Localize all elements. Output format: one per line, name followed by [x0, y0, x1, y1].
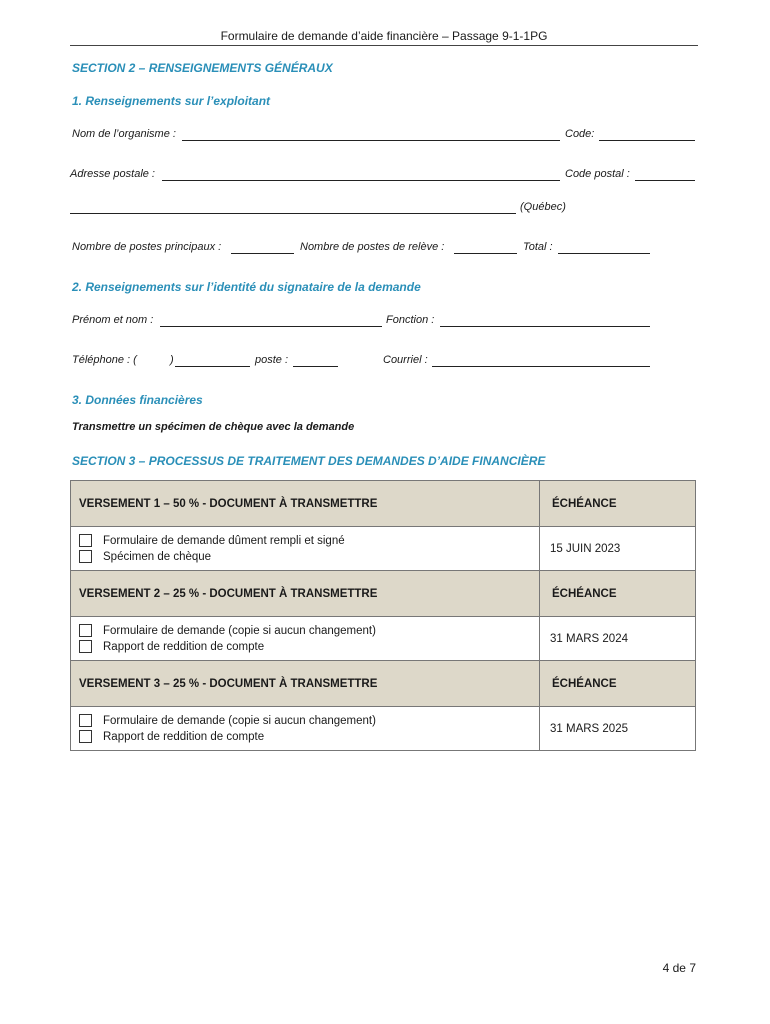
- total-label: Total :: [523, 241, 553, 253]
- code-field[interactable]: [599, 140, 695, 141]
- document-item[interactable]: [71, 623, 539, 639]
- total-field[interactable]: [558, 253, 650, 254]
- installment-header: VERSEMENT 1 – 50 % - DOCUMENT À TRANSMETTRE: [71, 481, 540, 527]
- installment-header-row: [71, 571, 696, 617]
- installment-row: [71, 617, 696, 661]
- document-label: Rapport de reddition de compte: [103, 640, 265, 653]
- cheque-note: Transmettre un spécimen de chèque avec la demande: [72, 421, 355, 433]
- relief-posts-field[interactable]: [454, 253, 517, 254]
- section-2-title: SECTION 2 – RENSEIGNEMENTS GÉNÉRAUX: [72, 61, 333, 75]
- name-field[interactable]: [160, 326, 382, 327]
- postal-code-label: Code postal :: [565, 168, 630, 180]
- due-header: ÉCHÉANCE: [540, 481, 696, 527]
- phone-label: Téléphone : (: [72, 354, 137, 366]
- checkbox[interactable]: [79, 550, 92, 563]
- city-field[interactable]: [70, 213, 516, 214]
- document-item[interactable]: [71, 533, 539, 549]
- function-field[interactable]: [440, 326, 650, 327]
- installment-header: VERSEMENT 2 – 25 % - DOCUMENT À TRANSMETTRE: [71, 571, 540, 617]
- due-header: ÉCHÉANCE: [540, 571, 696, 617]
- email-label: Courriel :: [383, 354, 428, 366]
- due-date: 15 JUIN 2023: [540, 527, 696, 571]
- document-label: Formulaire de demande (copie si aucun changement): [103, 624, 376, 637]
- subsection-1-title: 1. Renseignements sur l’exploitant: [72, 94, 271, 108]
- main-posts-label: Nombre de postes principaux :: [72, 241, 222, 253]
- checkbox[interactable]: [79, 534, 92, 547]
- due-date: 31 MARS 2025: [540, 707, 696, 751]
- document-label: Spécimen de chèque: [103, 550, 212, 563]
- org-name-field[interactable]: [182, 140, 560, 141]
- address-label: Adresse postale :: [70, 168, 155, 180]
- document-item[interactable]: [71, 639, 539, 655]
- document-label: Formulaire de demande (copie si aucun changement): [103, 714, 376, 727]
- postal-code-field[interactable]: [635, 180, 695, 181]
- phone-paren: ): [170, 354, 174, 366]
- address-field[interactable]: [162, 180, 560, 181]
- installment-row: [71, 527, 696, 571]
- document-item[interactable]: [71, 549, 539, 565]
- section-3-title: SECTION 3 – PROCESSUS DE TRAITEMENT DES DEMANDES D’AIDE FINANCIÈRE: [72, 454, 546, 468]
- extension-label: poste :: [255, 354, 289, 366]
- subsection-2-title: 2. Renseignements sur l’identité du signataire de la demande: [72, 280, 421, 294]
- relief-posts-label: Nombre de postes de relève :: [300, 241, 445, 253]
- extension-field[interactable]: [293, 366, 338, 367]
- document-item[interactable]: [71, 713, 539, 729]
- checkbox[interactable]: [79, 730, 92, 743]
- phone-field[interactable]: [175, 366, 250, 367]
- quebec-label: (Québec): [520, 201, 566, 213]
- document-label: Rapport de reddition de compte: [103, 730, 265, 743]
- installment-header: VERSEMENT 3 – 25 % - DOCUMENT À TRANSMETTRE: [71, 661, 540, 707]
- installments-table: [70, 480, 696, 751]
- checkbox[interactable]: [79, 624, 92, 637]
- document-label: Formulaire de demande dûment rempli et signé: [103, 534, 345, 547]
- name-label: Prénom et nom :: [72, 314, 154, 326]
- installment-header-row: [71, 661, 696, 707]
- installment-header-row: [71, 481, 696, 527]
- due-header: ÉCHÉANCE: [540, 661, 696, 707]
- main-posts-field[interactable]: [231, 253, 294, 254]
- installment-row: [71, 707, 696, 751]
- page-header: Formulaire de demande d’aide financière – Passage 9-1-1PG: [70, 30, 698, 46]
- document-item[interactable]: [71, 729, 539, 745]
- function-label: Fonction :: [386, 314, 435, 326]
- checkbox[interactable]: [79, 640, 92, 653]
- page-number: 4 de 7: [662, 961, 696, 975]
- due-date: 31 MARS 2024: [540, 617, 696, 661]
- org-name-label: Nom de l’organisme :: [72, 128, 176, 140]
- checkbox[interactable]: [79, 714, 92, 727]
- subsection-3-title: 3. Données financières: [72, 393, 203, 407]
- email-field[interactable]: [432, 366, 650, 367]
- code-label: Code:: [565, 128, 595, 140]
